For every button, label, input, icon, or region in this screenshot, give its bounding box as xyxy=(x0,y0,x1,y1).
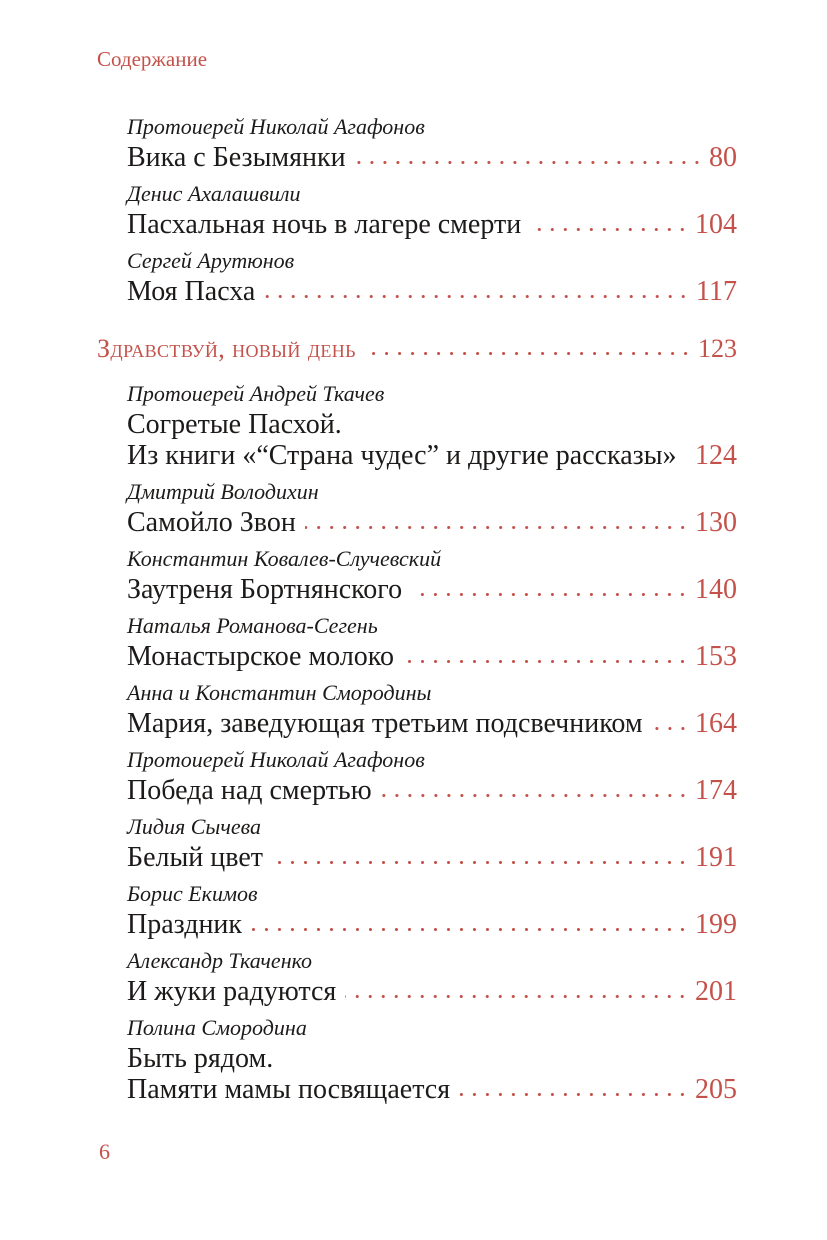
page-number: 6 xyxy=(99,1139,110,1164)
entry-title-row xyxy=(127,775,737,806)
entry-title: Монастырское молоко xyxy=(127,641,394,672)
entry-author: Анна и Константин Смородины xyxy=(127,680,432,705)
entry-page-number: 205 xyxy=(695,1074,737,1105)
entry-title: Мария, заведующая третьим подсвечником xyxy=(127,708,643,739)
entry-title: Белый цвет xyxy=(127,842,263,873)
entry-title-row xyxy=(127,641,737,672)
dot-leader xyxy=(355,161,703,166)
entry-title-row xyxy=(127,708,737,739)
toc-entry xyxy=(127,611,737,672)
entry-title-line1: Согретые Пасхой. xyxy=(127,409,342,440)
toc-entry xyxy=(127,246,737,307)
entry-title: Пасхальная ночь в лагере смерти xyxy=(127,209,522,240)
toc-entry xyxy=(127,112,737,173)
section-page-number: 123 xyxy=(698,334,737,363)
dot-leader xyxy=(530,228,689,233)
entry-author: Сергей Арутюнов xyxy=(127,248,295,273)
entry-author: Протоиерей Николай Агафонов xyxy=(127,114,425,139)
entry-title-line1: Быть рядом. xyxy=(127,1043,274,1074)
entry-page-number: 104 xyxy=(695,209,737,240)
dot-leader xyxy=(305,526,689,531)
entry-title: И жуки радуются xyxy=(127,976,337,1007)
entry-title: Победа над смертью xyxy=(127,775,372,806)
entry-page-number: 164 xyxy=(695,708,737,739)
entry-title-row xyxy=(127,507,737,538)
entry-author: Борис Екимов xyxy=(127,881,258,906)
toc-entry xyxy=(127,1013,737,1105)
entry-title: Самойло Звон xyxy=(127,507,296,538)
entry-author: Лидия Сычева xyxy=(127,814,261,839)
toc-entry xyxy=(127,477,737,538)
running-head: Содержание xyxy=(97,47,208,71)
entry-title-row xyxy=(127,276,737,307)
entry-title: Заутреня Бортнянского xyxy=(127,574,403,605)
toc-entry xyxy=(127,745,737,806)
dot-leader xyxy=(411,593,689,598)
dot-leader xyxy=(459,1093,689,1098)
toc-entry xyxy=(127,879,737,940)
dot-leader xyxy=(264,295,690,300)
entry-page-number: 199 xyxy=(695,909,737,940)
entry-author: Полина Смородина xyxy=(127,1015,307,1040)
section-heading-label: Здравствуй, новый день xyxy=(97,334,356,363)
entry-author: Дмитрий Володихин xyxy=(127,479,319,504)
toc-entry xyxy=(127,678,737,739)
toc-entry xyxy=(127,812,737,873)
entry-page-number: 124 xyxy=(695,440,737,471)
entry-title-line2: Памяти мамы посвящается xyxy=(127,1074,451,1105)
entry-title: Вика с Безымянки xyxy=(127,142,346,173)
entry-page-number: 191 xyxy=(695,842,737,873)
entry-title-row xyxy=(127,574,737,605)
entry-title-line2: Из книги «“Страна чудес” и другие рассказы» xyxy=(127,440,677,471)
dot-leader xyxy=(272,861,689,866)
entry-title-row xyxy=(127,976,737,1007)
entry-author: Протоиерей Андрей Ткачев xyxy=(127,381,385,406)
entry-author: Наталья Романова-Сегень xyxy=(127,613,378,638)
entry-title-row xyxy=(127,842,737,873)
entry-title-row xyxy=(127,209,737,240)
toc-entry xyxy=(127,379,737,471)
entry-page-number: 174 xyxy=(695,775,737,806)
dot-leader xyxy=(345,995,689,1000)
entry-page-number: 117 xyxy=(696,276,737,307)
entry-title-row xyxy=(127,909,737,940)
entry-title: Моя Пасха xyxy=(127,276,256,307)
dot-leader xyxy=(403,660,689,665)
dot-leader xyxy=(251,928,689,933)
entry-title-row xyxy=(127,440,737,471)
dot-leader xyxy=(652,727,689,732)
entry-page-number: 153 xyxy=(695,641,737,672)
entry-page-number: 201 xyxy=(695,976,737,1007)
entry-title: Праздник xyxy=(127,909,243,940)
entry-title-row xyxy=(127,142,737,173)
dot-leader xyxy=(365,352,692,357)
dot-leader xyxy=(381,794,689,799)
entry-author: Александр Ткаченко xyxy=(127,948,313,973)
entry-page-number: 130 xyxy=(695,507,737,538)
entry-author: Денис Ахалашвили xyxy=(127,181,301,206)
toc-entry xyxy=(127,544,737,605)
entry-title-row xyxy=(127,1074,737,1105)
toc-entry xyxy=(127,946,737,1007)
entry-page-number: 140 xyxy=(695,574,737,605)
table-of-contents xyxy=(97,112,737,1111)
entry-author: Протоиерей Николай Агафонов xyxy=(127,747,425,772)
entry-author: Константин Ковалев-Случевский xyxy=(127,546,442,571)
dot-leader xyxy=(686,459,689,464)
section-heading-row xyxy=(97,332,737,366)
toc-entry xyxy=(127,179,737,240)
entry-page-number: 80 xyxy=(709,142,737,173)
